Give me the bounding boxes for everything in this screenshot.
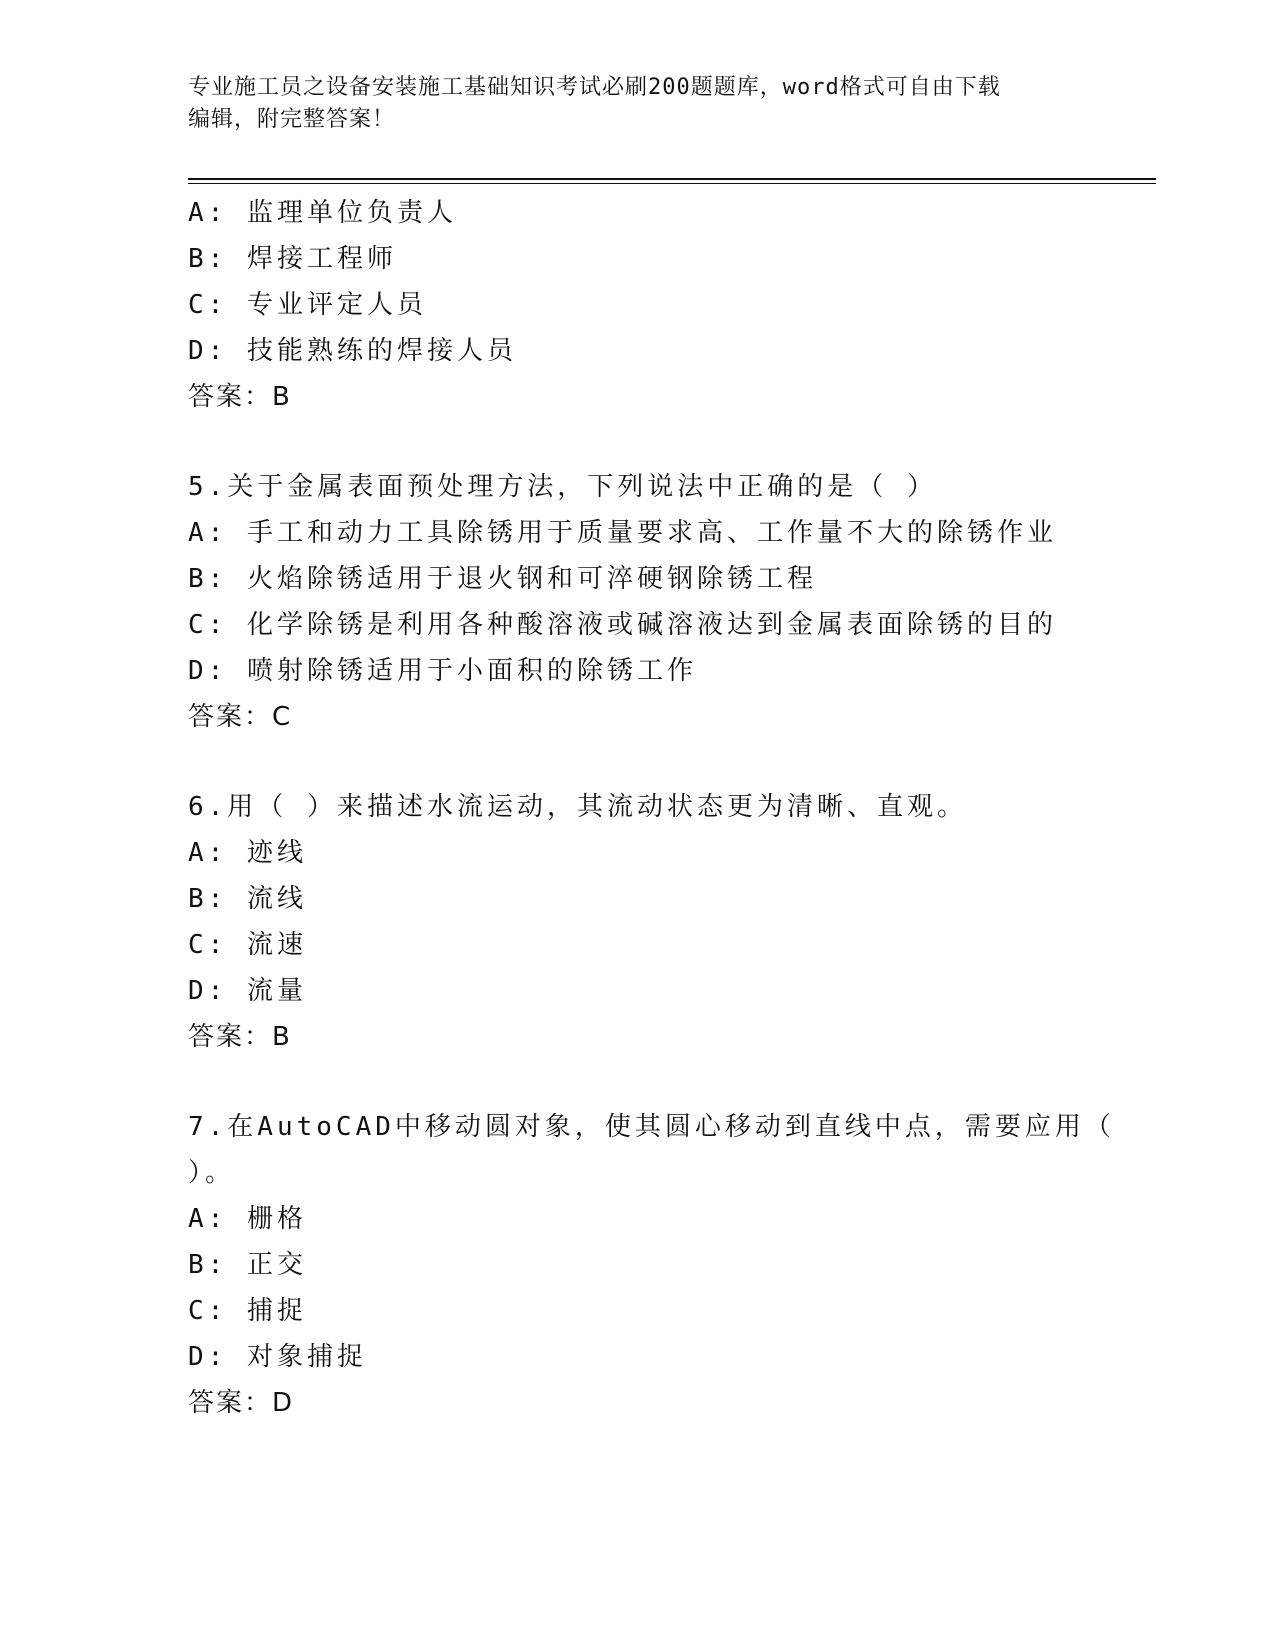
option-a: A: 栅格 <box>188 1204 307 1234</box>
header-title-line-1: 专业施工员之设备安装施工基础知识考试必刷200题题库，word格式可自由下载 <box>188 75 1001 100</box>
header-divider-thin <box>188 183 1156 184</box>
option-c: C: 捕捉 <box>188 1296 307 1326</box>
question-stem: 6.用（ ）来描述水流运动，其流动状态更为清晰、直观。 <box>188 792 967 822</box>
question-stem-line-2: ）。 <box>188 1158 236 1188</box>
option-b: B: 正交 <box>188 1250 307 1280</box>
option-c: C: 流速 <box>188 930 307 960</box>
option-a: A: 监理单位负责人 <box>188 198 457 228</box>
option-b: B: 流线 <box>188 884 307 914</box>
question-block-5 <box>188 464 1088 740</box>
option-a: A: 手工和动力工具除锈用于质量要求高、工作量不大的除锈作业 <box>188 518 1057 548</box>
answer-line: 答案：B <box>188 1022 292 1052</box>
question-stem-line-1: 7.在AutoCAD中移动圆对象，使其圆心移动到直线中点，需要应用（ <box>188 1112 1115 1142</box>
document-header <box>188 72 1068 136</box>
spacer <box>188 1060 1088 1104</box>
option-c: C: 专业评定人员 <box>188 290 427 320</box>
spacer <box>188 420 1088 464</box>
option-b: B: 焊接工程师 <box>188 244 397 274</box>
option-d: D: 喷射除锈适用于小面积的除锈工作 <box>188 656 697 686</box>
question-block-7 <box>188 1104 1115 1426</box>
header-divider-thick <box>188 178 1156 180</box>
answer-line: 答案：C <box>188 702 293 732</box>
question-stem: 5.关于金属表面预处理方法，下列说法中正确的是（ ） <box>188 472 937 502</box>
question-block-4 <box>188 190 1088 420</box>
option-c: C: 化学除锈是利用各种酸溶液或碱溶液达到金属表面除锈的目的 <box>188 610 1057 640</box>
header-title-line-2: 编辑，附完整答案！ <box>188 107 396 132</box>
answer-line: 答案：B <box>188 382 292 412</box>
option-d: D: 对象捕捉 <box>188 1342 367 1372</box>
option-b: B: 火焰除锈适用于退火钢和可淬硬钢除锈工程 <box>188 564 817 594</box>
option-d: D: 技能熟练的焊接人员 <box>188 336 517 366</box>
spacer <box>188 740 1088 784</box>
option-d: D: 流量 <box>188 976 307 1006</box>
question-block-6 <box>188 784 1088 1060</box>
question-list <box>188 190 1115 1426</box>
option-a: A: 迹线 <box>188 838 307 868</box>
answer-line: 答案：D <box>188 1388 295 1418</box>
